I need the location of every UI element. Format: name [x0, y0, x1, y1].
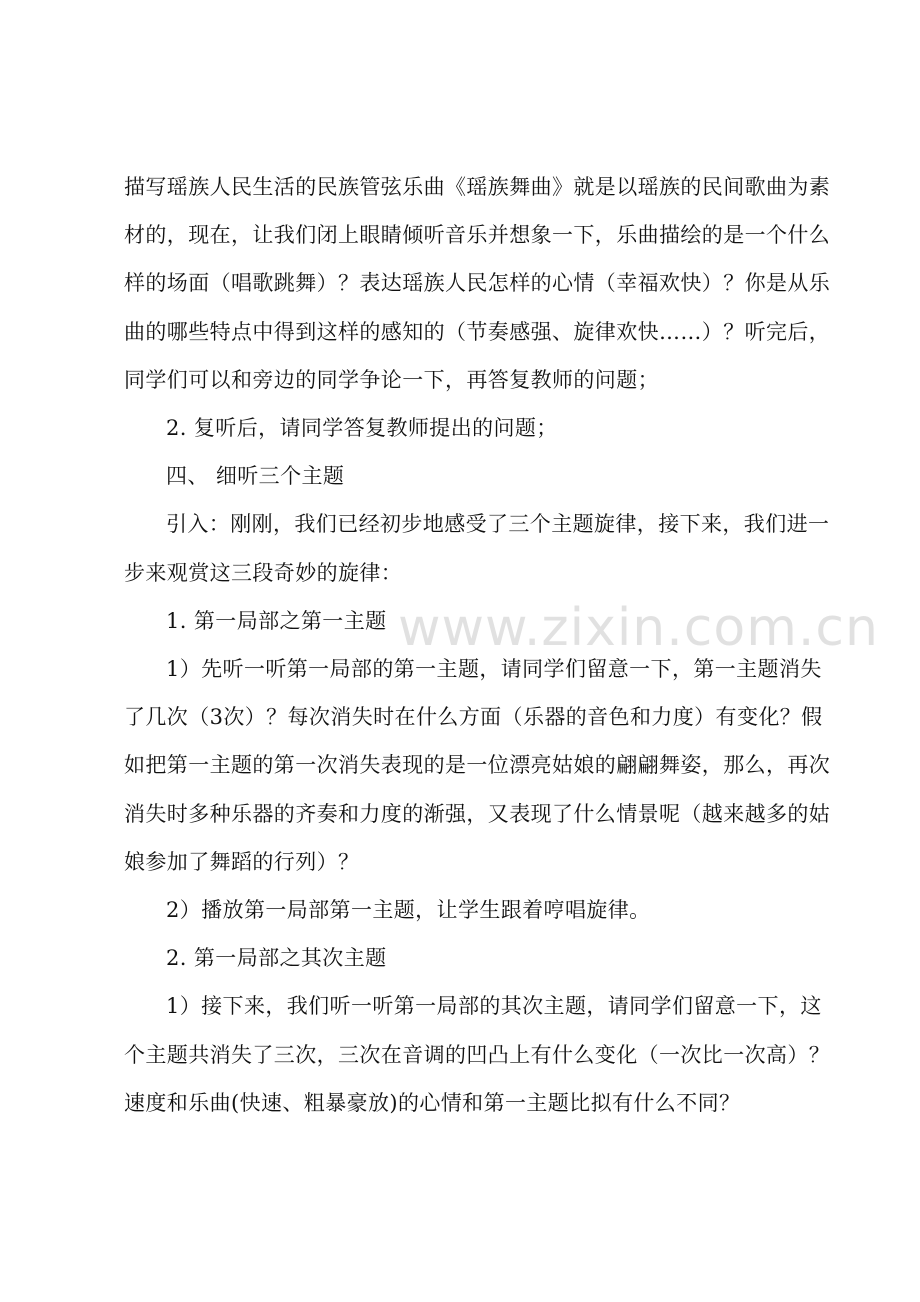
section-heading-four: 四、 细听三个主题: [166, 464, 345, 489]
document-body: [124, 163, 836, 1127]
paragraph-intro-continued: 描写瑶族人民生活的民族管弦乐曲《瑶族舞曲》就是以瑶族的民间歌曲为素材的，现在，让我们闭上眼睛倾听音乐并想象一下，乐曲描绘的是一个什么样的场面（唱歌跳舞）？表达瑶族人民怎样的心情（幸福欢快）？你是从乐曲的哪些特点中得到这样的感知的（节奏感强、旋律欢快……）？听完后，同学们可以和旁边的同学争论一下，再答复教师的问题；: [124, 175, 831, 392]
paragraph-step-2-relisten: 2. 复听后，请同学答复教师提出的问题；: [166, 416, 558, 441]
subheading-part1-theme2: 2. 第一局部之其次主题: [166, 946, 387, 971]
paragraph-introduction: 引入：刚刚，我们已经初步地感受了三个主题旋律，接下来，我们进一步来观赏这三段奇妙的旋律：: [124, 512, 830, 585]
paragraph-theme1-hum: 2）播放第一局部第一主题，让学生跟着哼唱旋律。: [166, 898, 651, 923]
paragraph-theme1-listen: 1）先听一听第一局部的第一主题，请同学们留意一下，第一主题消失了几次（3次）？每次消失时在什么方面（乐器的音色和力度）有变化？假如把第一主题的第一次消失表现的是一位漂亮姑娘的翩翩舞姿，那么，再次消失时多种乐器的齐奏和力度的渐强，又表现了什么情景呢（越来越多的姑娘参加了舞蹈的行列）？: [124, 657, 831, 874]
subheading-part1-theme1: 1. 第一局部之第一主题: [166, 608, 387, 633]
paragraph-theme2-listen: 1）接下来，我们听一听第一局部的其次主题，请同学们留意一下，这个主题共消失了三次，三次在音调的凹凸上有什么变化（一次比一次高）？速度和乐曲(快速、粗暴豪放)的心情和第一主题比拟有什么不同？: [124, 994, 831, 1115]
watermark-text: www.zixin.com.cn: [398, 598, 879, 658]
